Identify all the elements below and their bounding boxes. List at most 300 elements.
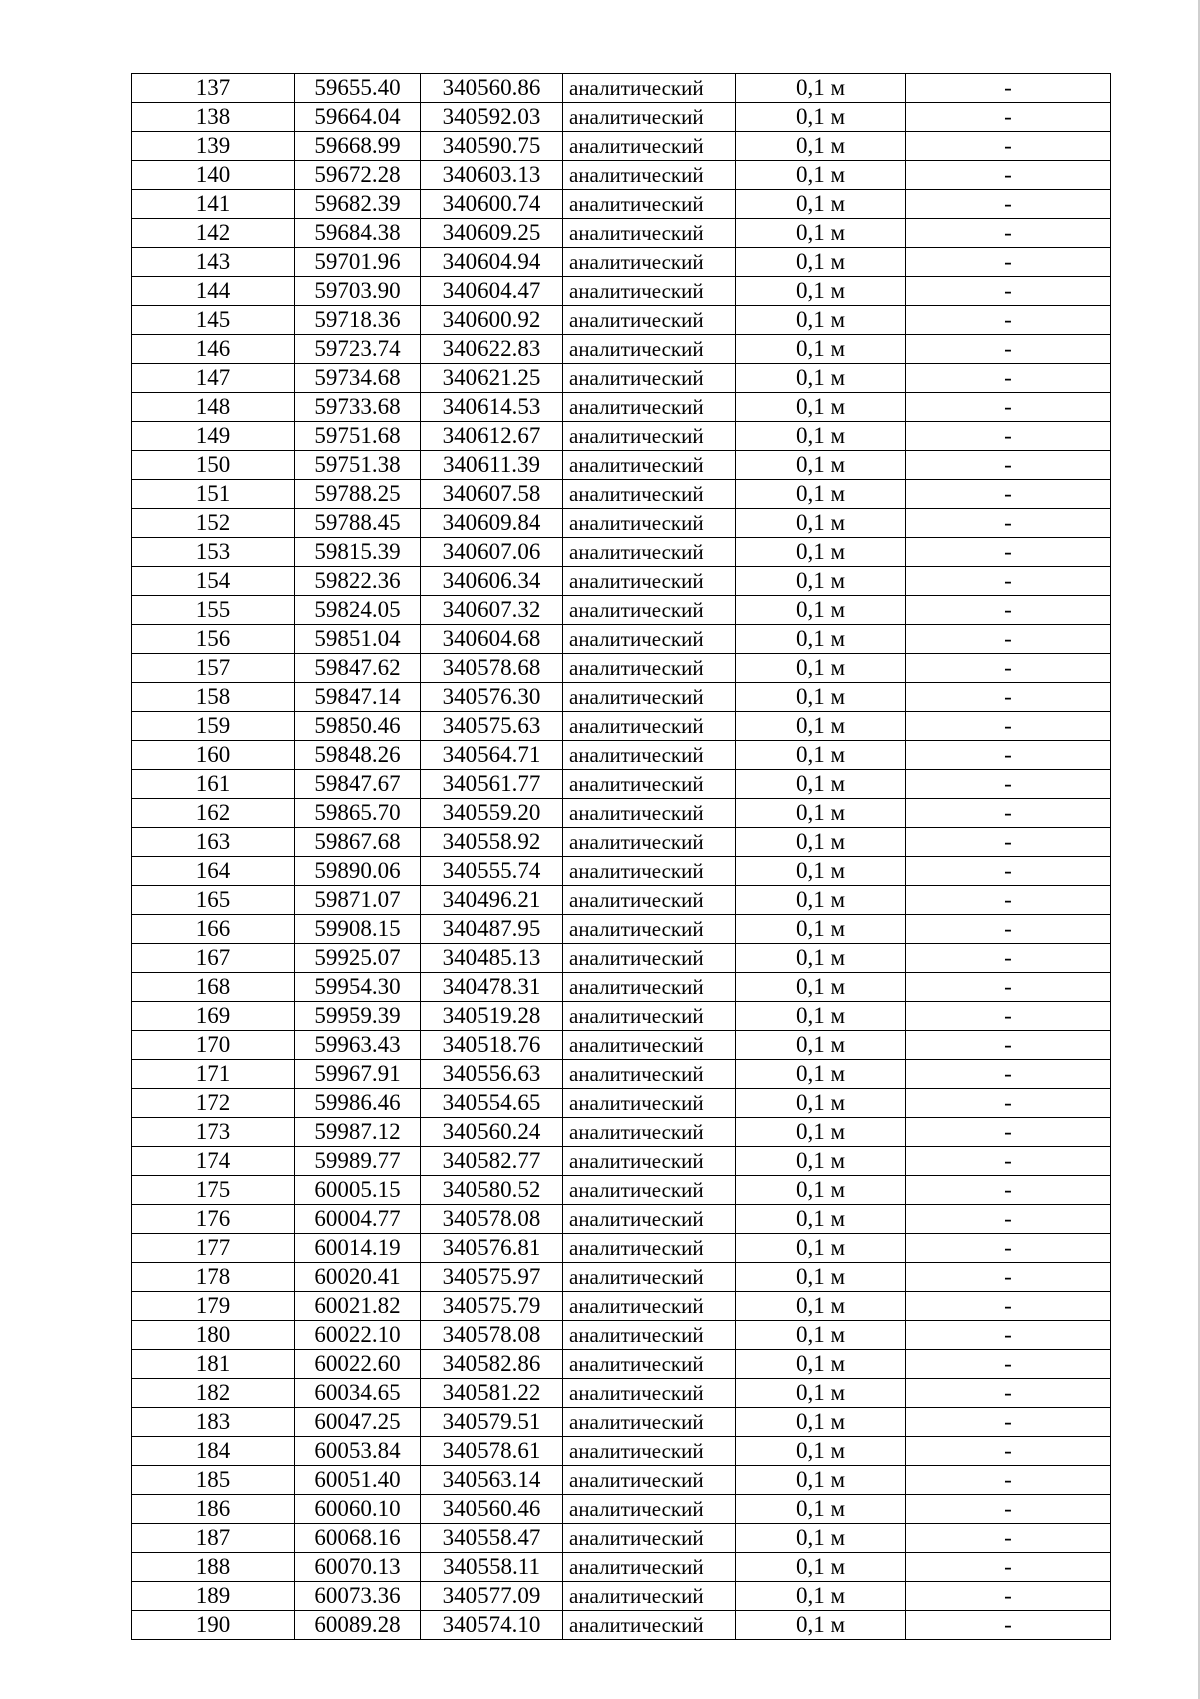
point-number-cell: 167 bbox=[132, 944, 295, 973]
y-coordinate-cell: 340621.25 bbox=[421, 364, 563, 393]
accuracy-cell: 0,1 м bbox=[736, 944, 906, 973]
x-coordinate-cell: 60004.77 bbox=[295, 1205, 421, 1234]
note-cell: - bbox=[906, 1379, 1111, 1408]
note-cell: - bbox=[906, 1350, 1111, 1379]
method-cell: аналитический bbox=[563, 683, 736, 712]
point-number-cell: 186 bbox=[132, 1495, 295, 1524]
table-row bbox=[132, 1292, 1111, 1321]
x-coordinate-cell: 59967.91 bbox=[295, 1060, 421, 1089]
y-coordinate-cell: 340592.03 bbox=[421, 103, 563, 132]
y-coordinate-cell: 340604.68 bbox=[421, 625, 563, 654]
point-number-cell: 187 bbox=[132, 1524, 295, 1553]
note-cell: - bbox=[906, 1176, 1111, 1205]
note-cell: - bbox=[906, 1031, 1111, 1060]
accuracy-cell: 0,1 м bbox=[736, 103, 906, 132]
point-number-cell: 139 bbox=[132, 132, 295, 161]
x-coordinate-cell: 59925.07 bbox=[295, 944, 421, 973]
method-cell: аналитический bbox=[563, 1437, 736, 1466]
point-number-cell: 152 bbox=[132, 509, 295, 538]
accuracy-cell: 0,1 м bbox=[736, 1437, 906, 1466]
accuracy-cell: 0,1 м bbox=[736, 915, 906, 944]
method-cell: аналитический bbox=[563, 190, 736, 219]
table-row bbox=[132, 712, 1111, 741]
table-row bbox=[132, 1205, 1111, 1234]
method-cell: аналитический bbox=[563, 1321, 736, 1350]
point-number-cell: 175 bbox=[132, 1176, 295, 1205]
method-cell: аналитический bbox=[563, 1466, 736, 1495]
point-number-cell: 153 bbox=[132, 538, 295, 567]
table-row bbox=[132, 799, 1111, 828]
table-row bbox=[132, 1379, 1111, 1408]
note-cell: - bbox=[906, 1582, 1111, 1611]
table-row bbox=[132, 828, 1111, 857]
table-row bbox=[132, 596, 1111, 625]
point-number-cell: 149 bbox=[132, 422, 295, 451]
y-coordinate-cell: 340604.94 bbox=[421, 248, 563, 277]
point-number-cell: 170 bbox=[132, 1031, 295, 1060]
table-row bbox=[132, 248, 1111, 277]
x-coordinate-cell: 60051.40 bbox=[295, 1466, 421, 1495]
x-coordinate-cell: 60020.41 bbox=[295, 1263, 421, 1292]
y-coordinate-cell: 340560.46 bbox=[421, 1495, 563, 1524]
x-coordinate-cell: 59703.90 bbox=[295, 277, 421, 306]
method-cell: аналитический bbox=[563, 422, 736, 451]
method-cell: аналитический bbox=[563, 1176, 736, 1205]
accuracy-cell: 0,1 м bbox=[736, 480, 906, 509]
note-cell: - bbox=[906, 248, 1111, 277]
accuracy-cell: 0,1 м bbox=[736, 1031, 906, 1060]
method-cell: аналитический bbox=[563, 451, 736, 480]
note-cell: - bbox=[906, 509, 1111, 538]
method-cell: аналитический bbox=[563, 770, 736, 799]
y-coordinate-cell: 340578.61 bbox=[421, 1437, 563, 1466]
x-coordinate-cell: 59668.99 bbox=[295, 132, 421, 161]
x-coordinate-cell: 60022.60 bbox=[295, 1350, 421, 1379]
note-cell: - bbox=[906, 799, 1111, 828]
table-row bbox=[132, 1321, 1111, 1350]
table-row bbox=[132, 190, 1111, 219]
point-number-cell: 148 bbox=[132, 393, 295, 422]
x-coordinate-cell: 59963.43 bbox=[295, 1031, 421, 1060]
point-number-cell: 177 bbox=[132, 1234, 295, 1263]
method-cell: аналитический bbox=[563, 886, 736, 915]
y-coordinate-cell: 340600.74 bbox=[421, 190, 563, 219]
method-cell: аналитический bbox=[563, 480, 736, 509]
accuracy-cell: 0,1 м bbox=[736, 1524, 906, 1553]
x-coordinate-cell: 59815.39 bbox=[295, 538, 421, 567]
y-coordinate-cell: 340604.47 bbox=[421, 277, 563, 306]
note-cell: - bbox=[906, 190, 1111, 219]
y-coordinate-cell: 340485.13 bbox=[421, 944, 563, 973]
y-coordinate-cell: 340609.25 bbox=[421, 219, 563, 248]
method-cell: аналитический bbox=[563, 857, 736, 886]
method-cell: аналитический bbox=[563, 654, 736, 683]
method-cell: аналитический bbox=[563, 132, 736, 161]
table-row bbox=[132, 509, 1111, 538]
table-row bbox=[132, 422, 1111, 451]
y-coordinate-cell: 340563.14 bbox=[421, 1466, 563, 1495]
accuracy-cell: 0,1 м bbox=[736, 1466, 906, 1495]
x-coordinate-cell: 60047.25 bbox=[295, 1408, 421, 1437]
method-cell: аналитический bbox=[563, 1002, 736, 1031]
accuracy-cell: 0,1 м bbox=[736, 1321, 906, 1350]
method-cell: аналитический bbox=[563, 1350, 736, 1379]
note-cell: - bbox=[906, 1524, 1111, 1553]
table-row bbox=[132, 770, 1111, 799]
x-coordinate-cell: 59848.26 bbox=[295, 741, 421, 770]
y-coordinate-cell: 340487.95 bbox=[421, 915, 563, 944]
y-coordinate-cell: 340609.84 bbox=[421, 509, 563, 538]
accuracy-cell: 0,1 м bbox=[736, 1176, 906, 1205]
table-row bbox=[132, 1611, 1111, 1640]
y-coordinate-cell: 340582.77 bbox=[421, 1147, 563, 1176]
method-cell: аналитический bbox=[563, 364, 736, 393]
x-coordinate-cell: 59986.46 bbox=[295, 1089, 421, 1118]
accuracy-cell: 0,1 м bbox=[736, 509, 906, 538]
y-coordinate-cell: 340614.53 bbox=[421, 393, 563, 422]
y-coordinate-cell: 340611.39 bbox=[421, 451, 563, 480]
y-coordinate-cell: 340607.32 bbox=[421, 596, 563, 625]
table-row bbox=[132, 1437, 1111, 1466]
note-cell: - bbox=[906, 219, 1111, 248]
note-cell: - bbox=[906, 1234, 1111, 1263]
x-coordinate-cell: 59672.28 bbox=[295, 161, 421, 190]
x-coordinate-cell: 60053.84 bbox=[295, 1437, 421, 1466]
y-coordinate-cell: 340558.47 bbox=[421, 1524, 563, 1553]
method-cell: аналитический bbox=[563, 248, 736, 277]
x-coordinate-cell: 59847.67 bbox=[295, 770, 421, 799]
point-number-cell: 141 bbox=[132, 190, 295, 219]
table-row bbox=[132, 335, 1111, 364]
note-cell: - bbox=[906, 1263, 1111, 1292]
point-number-cell: 178 bbox=[132, 1263, 295, 1292]
point-number-cell: 156 bbox=[132, 625, 295, 654]
x-coordinate-cell: 59684.38 bbox=[295, 219, 421, 248]
point-number-cell: 161 bbox=[132, 770, 295, 799]
y-coordinate-cell: 340576.30 bbox=[421, 683, 563, 712]
accuracy-cell: 0,1 м bbox=[736, 770, 906, 799]
point-number-cell: 169 bbox=[132, 1002, 295, 1031]
accuracy-cell: 0,1 м bbox=[736, 538, 906, 567]
note-cell: - bbox=[906, 393, 1111, 422]
accuracy-cell: 0,1 м bbox=[736, 886, 906, 915]
x-coordinate-cell: 60022.10 bbox=[295, 1321, 421, 1350]
table-row bbox=[132, 1118, 1111, 1147]
note-cell: - bbox=[906, 1205, 1111, 1234]
accuracy-cell: 0,1 м bbox=[736, 857, 906, 886]
table-row bbox=[132, 161, 1111, 190]
y-coordinate-cell: 340600.92 bbox=[421, 306, 563, 335]
accuracy-cell: 0,1 м bbox=[736, 1379, 906, 1408]
method-cell: аналитический bbox=[563, 741, 736, 770]
point-number-cell: 155 bbox=[132, 596, 295, 625]
note-cell: - bbox=[906, 741, 1111, 770]
note-cell: - bbox=[906, 1611, 1111, 1640]
note-cell: - bbox=[906, 828, 1111, 857]
method-cell: аналитический bbox=[563, 1089, 736, 1118]
method-cell: аналитический bbox=[563, 799, 736, 828]
x-coordinate-cell: 59788.25 bbox=[295, 480, 421, 509]
method-cell: аналитический bbox=[563, 1495, 736, 1524]
y-coordinate-cell: 340556.63 bbox=[421, 1060, 563, 1089]
table-row bbox=[132, 1466, 1111, 1495]
note-cell: - bbox=[906, 567, 1111, 596]
x-coordinate-cell: 59788.45 bbox=[295, 509, 421, 538]
note-cell: - bbox=[906, 161, 1111, 190]
method-cell: аналитический bbox=[563, 973, 736, 1002]
note-cell: - bbox=[906, 1437, 1111, 1466]
note-cell: - bbox=[906, 364, 1111, 393]
note-cell: - bbox=[906, 538, 1111, 567]
accuracy-cell: 0,1 м bbox=[736, 799, 906, 828]
accuracy-cell: 0,1 м bbox=[736, 132, 906, 161]
y-coordinate-cell: 340603.13 bbox=[421, 161, 563, 190]
point-number-cell: 171 bbox=[132, 1060, 295, 1089]
table-row bbox=[132, 973, 1111, 1002]
y-coordinate-cell: 340622.83 bbox=[421, 335, 563, 364]
point-number-cell: 160 bbox=[132, 741, 295, 770]
table-row bbox=[132, 1582, 1111, 1611]
y-coordinate-cell: 340519.28 bbox=[421, 1002, 563, 1031]
table-row bbox=[132, 306, 1111, 335]
note-cell: - bbox=[906, 1495, 1111, 1524]
x-coordinate-cell: 59850.46 bbox=[295, 712, 421, 741]
y-coordinate-cell: 340579.51 bbox=[421, 1408, 563, 1437]
accuracy-cell: 0,1 м bbox=[736, 1263, 906, 1292]
accuracy-cell: 0,1 м bbox=[736, 1292, 906, 1321]
x-coordinate-cell: 60068.16 bbox=[295, 1524, 421, 1553]
method-cell: аналитический bbox=[563, 1060, 736, 1089]
method-cell: аналитический bbox=[563, 712, 736, 741]
point-number-cell: 145 bbox=[132, 306, 295, 335]
x-coordinate-cell: 60005.15 bbox=[295, 1176, 421, 1205]
table-row bbox=[132, 1350, 1111, 1379]
point-number-cell: 190 bbox=[132, 1611, 295, 1640]
accuracy-cell: 0,1 м bbox=[736, 1611, 906, 1640]
accuracy-cell: 0,1 м bbox=[736, 422, 906, 451]
accuracy-cell: 0,1 м bbox=[736, 335, 906, 364]
note-cell: - bbox=[906, 625, 1111, 654]
table-row bbox=[132, 103, 1111, 132]
note-cell: - bbox=[906, 306, 1111, 335]
point-number-cell: 162 bbox=[132, 799, 295, 828]
table-row bbox=[132, 741, 1111, 770]
table-row bbox=[132, 1031, 1111, 1060]
table-row bbox=[132, 74, 1111, 103]
table-row bbox=[132, 857, 1111, 886]
y-coordinate-cell: 340590.75 bbox=[421, 132, 563, 161]
method-cell: аналитический bbox=[563, 828, 736, 857]
y-coordinate-cell: 340580.52 bbox=[421, 1176, 563, 1205]
method-cell: аналитический bbox=[563, 335, 736, 364]
point-number-cell: 164 bbox=[132, 857, 295, 886]
point-number-cell: 168 bbox=[132, 973, 295, 1002]
x-coordinate-cell: 60060.10 bbox=[295, 1495, 421, 1524]
accuracy-cell: 0,1 м bbox=[736, 248, 906, 277]
y-coordinate-cell: 340612.67 bbox=[421, 422, 563, 451]
y-coordinate-cell: 340576.81 bbox=[421, 1234, 563, 1263]
accuracy-cell: 0,1 м bbox=[736, 741, 906, 770]
accuracy-cell: 0,1 м bbox=[736, 161, 906, 190]
table-row bbox=[132, 219, 1111, 248]
point-number-cell: 173 bbox=[132, 1118, 295, 1147]
accuracy-cell: 0,1 м bbox=[736, 1408, 906, 1437]
note-cell: - bbox=[906, 480, 1111, 509]
note-cell: - bbox=[906, 1408, 1111, 1437]
accuracy-cell: 0,1 м bbox=[736, 973, 906, 1002]
y-coordinate-cell: 340578.08 bbox=[421, 1205, 563, 1234]
y-coordinate-cell: 340560.24 bbox=[421, 1118, 563, 1147]
accuracy-cell: 0,1 м bbox=[736, 1089, 906, 1118]
method-cell: аналитический bbox=[563, 1292, 736, 1321]
point-number-cell: 180 bbox=[132, 1321, 295, 1350]
table-row bbox=[132, 1408, 1111, 1437]
note-cell: - bbox=[906, 886, 1111, 915]
table-row bbox=[132, 538, 1111, 567]
accuracy-cell: 0,1 м bbox=[736, 625, 906, 654]
accuracy-cell: 0,1 м bbox=[736, 393, 906, 422]
method-cell: аналитический bbox=[563, 393, 736, 422]
y-coordinate-cell: 340564.71 bbox=[421, 741, 563, 770]
accuracy-cell: 0,1 м bbox=[736, 567, 906, 596]
method-cell: аналитический bbox=[563, 1553, 736, 1582]
note-cell: - bbox=[906, 1002, 1111, 1031]
x-coordinate-cell: 59908.15 bbox=[295, 915, 421, 944]
note-cell: - bbox=[906, 1553, 1111, 1582]
table-row bbox=[132, 1002, 1111, 1031]
note-cell: - bbox=[906, 770, 1111, 799]
accuracy-cell: 0,1 м bbox=[736, 596, 906, 625]
y-coordinate-cell: 340606.34 bbox=[421, 567, 563, 596]
table-row bbox=[132, 944, 1111, 973]
y-coordinate-cell: 340496.21 bbox=[421, 886, 563, 915]
table-row bbox=[132, 1147, 1111, 1176]
accuracy-cell: 0,1 м bbox=[736, 219, 906, 248]
note-cell: - bbox=[906, 74, 1111, 103]
method-cell: аналитический bbox=[563, 1118, 736, 1147]
x-coordinate-cell: 59959.39 bbox=[295, 1002, 421, 1031]
accuracy-cell: 0,1 м bbox=[736, 683, 906, 712]
x-coordinate-cell: 59847.14 bbox=[295, 683, 421, 712]
point-number-cell: 179 bbox=[132, 1292, 295, 1321]
point-number-cell: 188 bbox=[132, 1553, 295, 1582]
note-cell: - bbox=[906, 1147, 1111, 1176]
accuracy-cell: 0,1 м bbox=[736, 1002, 906, 1031]
x-coordinate-cell: 60089.28 bbox=[295, 1611, 421, 1640]
note-cell: - bbox=[906, 1292, 1111, 1321]
note-cell: - bbox=[906, 973, 1111, 1002]
note-cell: - bbox=[906, 103, 1111, 132]
point-number-cell: 144 bbox=[132, 277, 295, 306]
table-row bbox=[132, 393, 1111, 422]
note-cell: - bbox=[906, 422, 1111, 451]
method-cell: аналитический bbox=[563, 915, 736, 944]
point-number-cell: 176 bbox=[132, 1205, 295, 1234]
x-coordinate-cell: 60034.65 bbox=[295, 1379, 421, 1408]
accuracy-cell: 0,1 м bbox=[736, 1205, 906, 1234]
y-coordinate-cell: 340574.10 bbox=[421, 1611, 563, 1640]
table-row bbox=[132, 683, 1111, 712]
x-coordinate-cell: 59734.68 bbox=[295, 364, 421, 393]
accuracy-cell: 0,1 м bbox=[736, 712, 906, 741]
y-coordinate-cell: 340558.11 bbox=[421, 1553, 563, 1582]
y-coordinate-cell: 340607.58 bbox=[421, 480, 563, 509]
method-cell: аналитический bbox=[563, 625, 736, 654]
x-coordinate-cell: 59865.70 bbox=[295, 799, 421, 828]
point-number-cell: 183 bbox=[132, 1408, 295, 1437]
note-cell: - bbox=[906, 857, 1111, 886]
note-cell: - bbox=[906, 915, 1111, 944]
y-coordinate-cell: 340578.08 bbox=[421, 1321, 563, 1350]
y-coordinate-cell: 340518.76 bbox=[421, 1031, 563, 1060]
y-coordinate-cell: 340607.06 bbox=[421, 538, 563, 567]
method-cell: аналитический bbox=[563, 1205, 736, 1234]
table-row bbox=[132, 1176, 1111, 1205]
x-coordinate-cell: 59851.04 bbox=[295, 625, 421, 654]
accuracy-cell: 0,1 м bbox=[736, 654, 906, 683]
table-row bbox=[132, 1495, 1111, 1524]
method-cell: аналитический bbox=[563, 74, 736, 103]
note-cell: - bbox=[906, 1060, 1111, 1089]
point-number-cell: 157 bbox=[132, 654, 295, 683]
note-cell: - bbox=[906, 451, 1111, 480]
point-number-cell: 138 bbox=[132, 103, 295, 132]
point-number-cell: 159 bbox=[132, 712, 295, 741]
y-coordinate-cell: 340577.09 bbox=[421, 1582, 563, 1611]
table-row bbox=[132, 1263, 1111, 1292]
method-cell: аналитический bbox=[563, 161, 736, 190]
x-coordinate-cell: 59701.96 bbox=[295, 248, 421, 277]
y-coordinate-cell: 340560.86 bbox=[421, 74, 563, 103]
accuracy-cell: 0,1 м bbox=[736, 1118, 906, 1147]
y-coordinate-cell: 340558.92 bbox=[421, 828, 563, 857]
method-cell: аналитический bbox=[563, 538, 736, 567]
method-cell: аналитический bbox=[563, 1408, 736, 1437]
table-row bbox=[132, 132, 1111, 161]
point-number-cell: 185 bbox=[132, 1466, 295, 1495]
x-coordinate-cell: 60021.82 bbox=[295, 1292, 421, 1321]
accuracy-cell: 0,1 м bbox=[736, 277, 906, 306]
method-cell: аналитический bbox=[563, 103, 736, 132]
method-cell: аналитический bbox=[563, 944, 736, 973]
method-cell: аналитический bbox=[563, 277, 736, 306]
table-row bbox=[132, 277, 1111, 306]
note-cell: - bbox=[906, 132, 1111, 161]
y-coordinate-cell: 340578.68 bbox=[421, 654, 563, 683]
point-number-cell: 142 bbox=[132, 219, 295, 248]
point-number-cell: 181 bbox=[132, 1350, 295, 1379]
note-cell: - bbox=[906, 683, 1111, 712]
table-row bbox=[132, 567, 1111, 596]
x-coordinate-cell: 59664.04 bbox=[295, 103, 421, 132]
note-cell: - bbox=[906, 1118, 1111, 1147]
x-coordinate-cell: 59989.77 bbox=[295, 1147, 421, 1176]
method-cell: аналитический bbox=[563, 1031, 736, 1060]
point-number-cell: 165 bbox=[132, 886, 295, 915]
point-number-cell: 174 bbox=[132, 1147, 295, 1176]
x-coordinate-cell: 59847.62 bbox=[295, 654, 421, 683]
x-coordinate-cell: 59733.68 bbox=[295, 393, 421, 422]
x-coordinate-cell: 59751.38 bbox=[295, 451, 421, 480]
x-coordinate-cell: 60014.19 bbox=[295, 1234, 421, 1263]
accuracy-cell: 0,1 м bbox=[736, 1582, 906, 1611]
x-coordinate-cell: 59890.06 bbox=[295, 857, 421, 886]
method-cell: аналитический bbox=[563, 306, 736, 335]
x-coordinate-cell: 59867.68 bbox=[295, 828, 421, 857]
table-row bbox=[132, 1524, 1111, 1553]
x-coordinate-cell: 60073.36 bbox=[295, 1582, 421, 1611]
x-coordinate-cell: 60070.13 bbox=[295, 1553, 421, 1582]
